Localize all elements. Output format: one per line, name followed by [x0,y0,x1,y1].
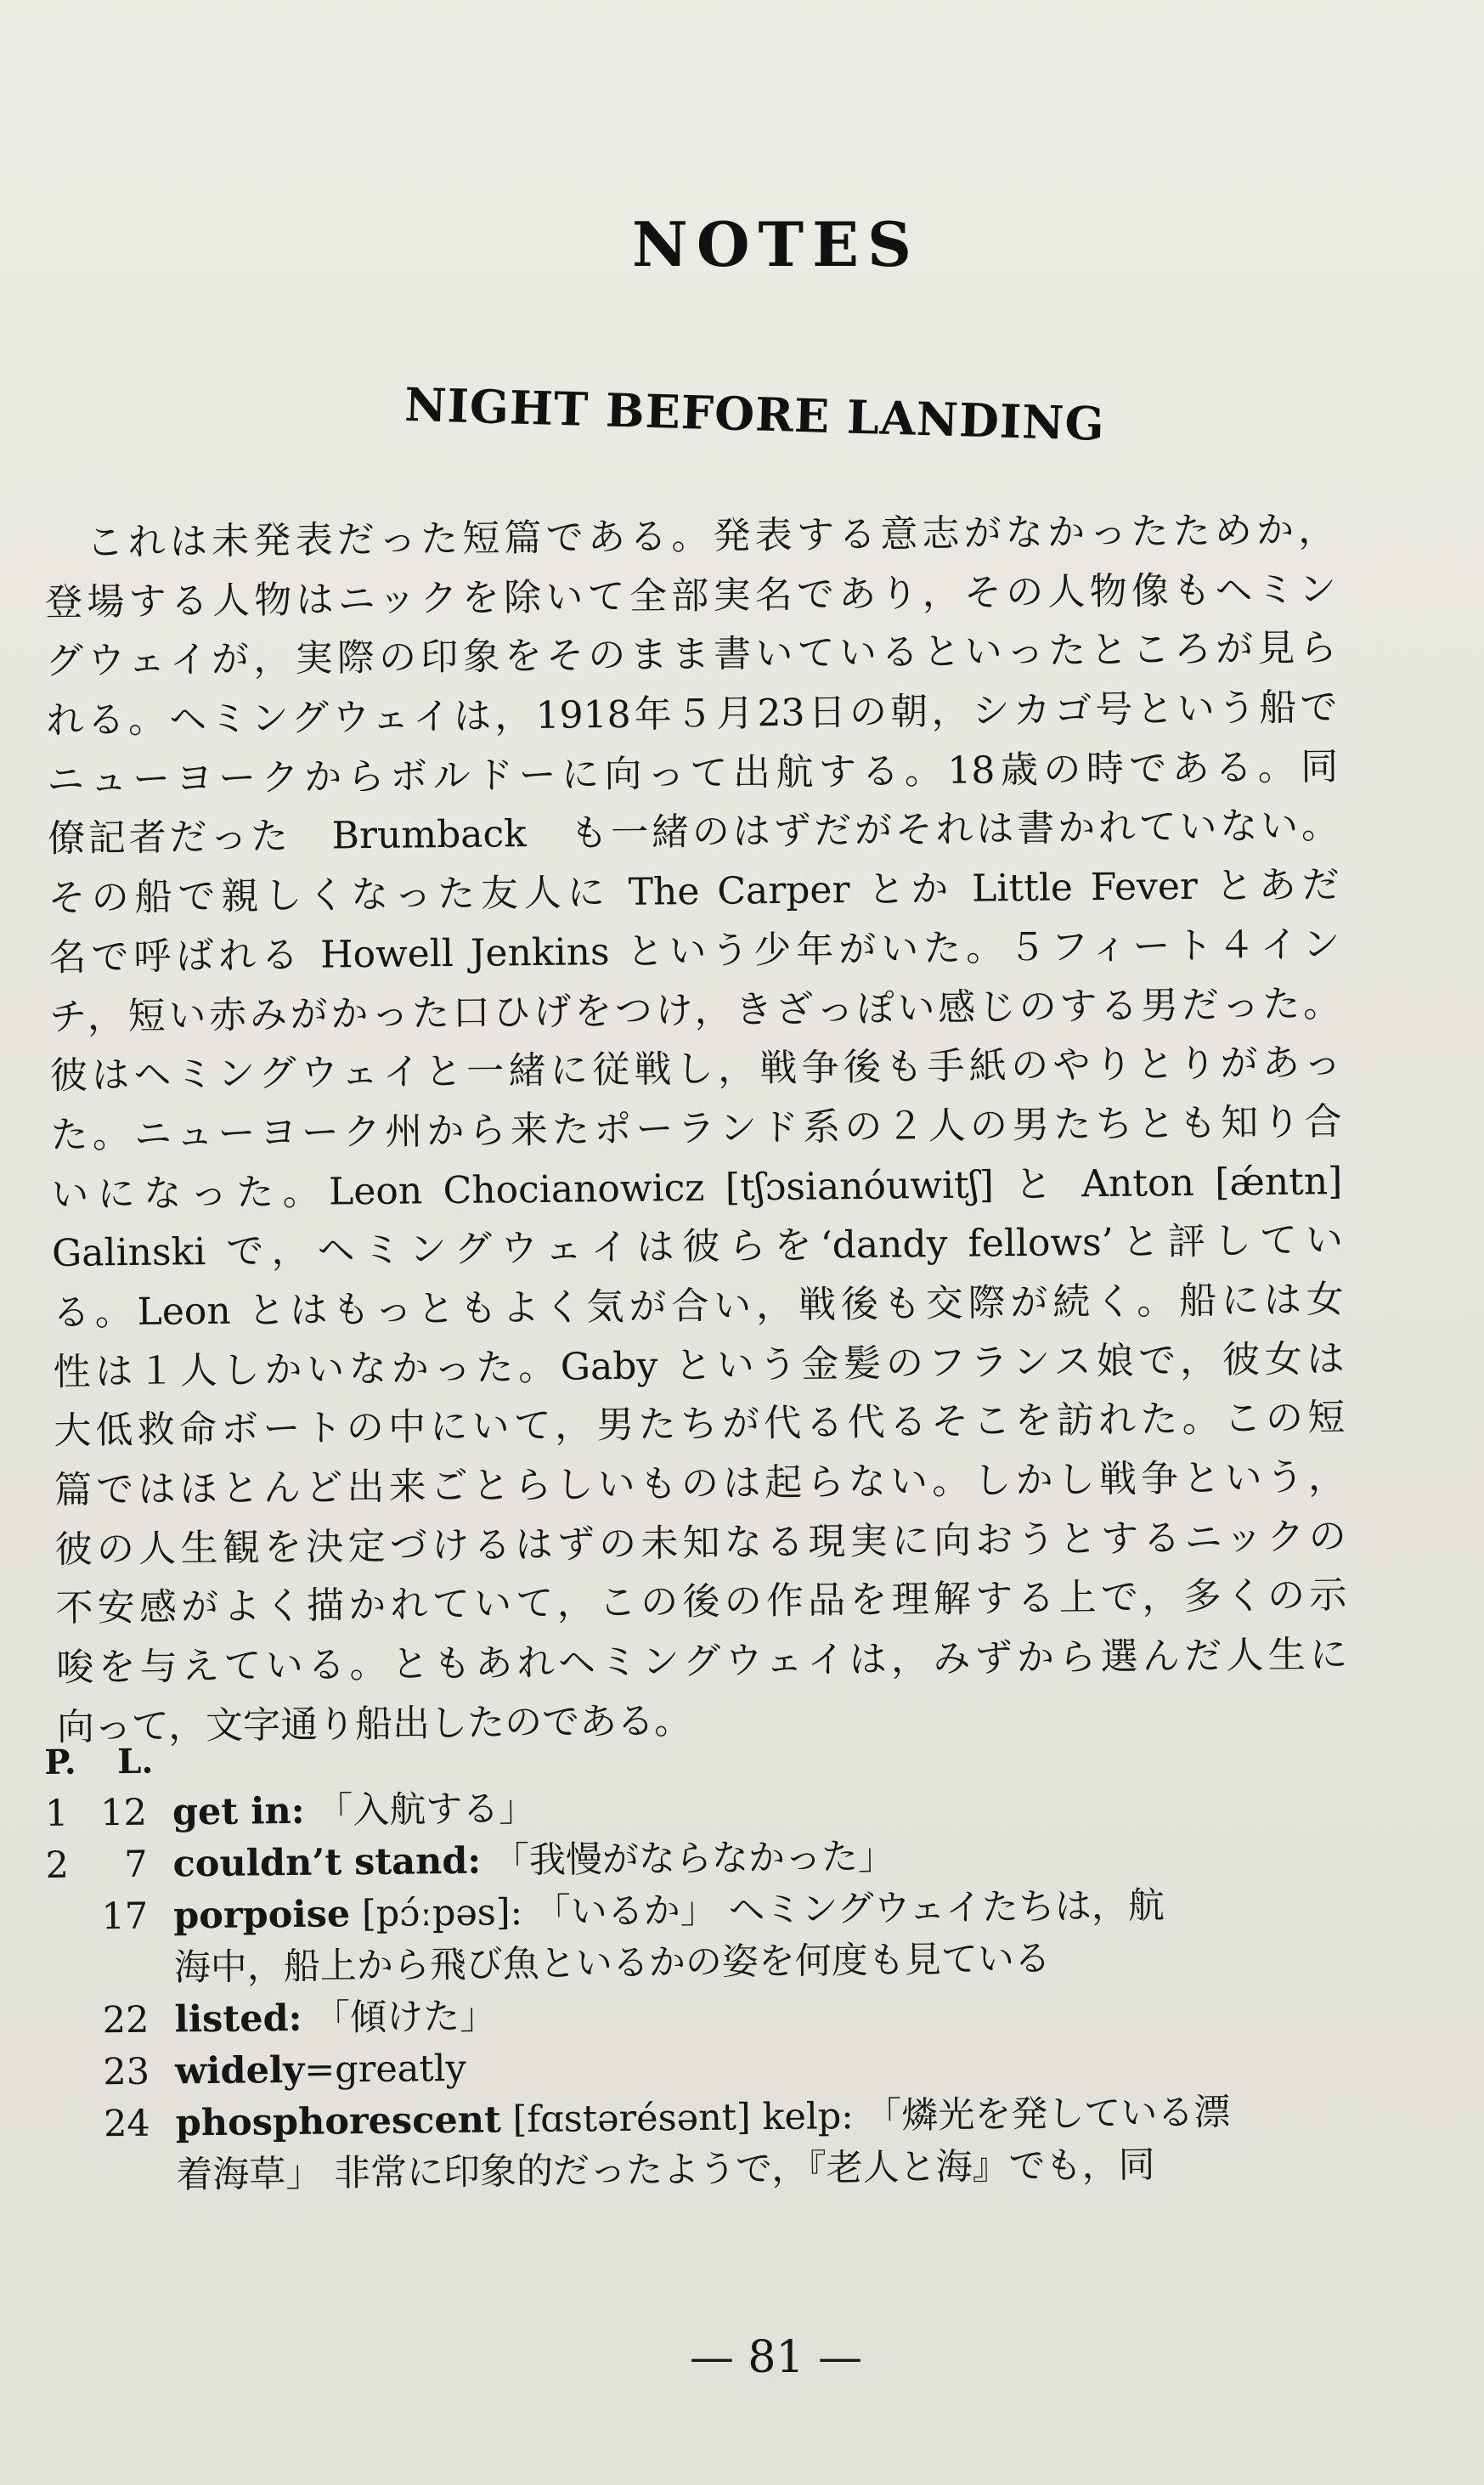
page-column-label: P. [44,1742,76,1782]
body-line: 不安感がよく描かれていて，この後の作品を理解する上で，多くの示 [55,1573,1347,1631]
note-page: 1 [44,1792,69,1835]
body-line: 名で呼ばれる Howell Jenkins という少年がいた。５フィート４イン [48,922,1340,980]
line-column-label: L. [116,1741,154,1782]
note-page: 2 [45,1844,70,1887]
note-term: widely [174,2048,305,2093]
body-line: 登場する人物はニックを除いて全部実名であり，その人物像もヘミン [44,567,1337,624]
note-term: listed: [174,1996,302,2042]
body-line: る。Leon とはもっともよく気が合い，戦後も交際が続く。船には女 [52,1277,1345,1335]
body-line: グウェイが，実際の印象をそのまま書いているといったところが見ら [45,626,1338,684]
note-line: 24 [103,2102,151,2146]
note-line: 22 [102,1998,150,2042]
note-gloss: 「我慢がならなかった」 [492,1835,895,1883]
body-line: いになった。Leon Chocianowicz [tʃɔsianóuwitʃ] と Anton [ǽntn] [51,1159,1343,1217]
note-term: porpoise [172,1893,351,1938]
note-gloss-continued: 海中，船上から飛び魚といるかの姿を何度も見ている [173,1937,1052,1990]
body-line: 大低救命ボートの中にいて，男たちが代る代るそこを訪れた。この短 [54,1396,1346,1454]
body-line: 唆を与えている。ともあれヘミングウェイは，みずから選んだ人生に [55,1633,1348,1690]
body-line: チ，短い赤みがかった口ひげをつけ，きざっぽい感じのする男だった。 [48,981,1341,1039]
body-line: 篇ではほとんど出来ごとらしいものは起らない。しかし戦争という， [54,1455,1346,1512]
note-page [48,2098,91,2151]
note-gloss: =greatly [303,2047,467,2092]
note-line: 17 [101,1895,149,1939]
body-line: 彼はヘミングウェイと一緒に従戦し，戦争後も手紙のやりとりがあっ [49,1041,1342,1098]
body-line: た。ニューヨーク州から来たポーランド系の２人の男たちとも知り合 [50,1099,1342,1157]
vocabulary-notes [44,1724,1340,2203]
body-line: ニューヨークからボルドーに向って出航する。18歳の時である。同 [47,744,1339,802]
note-gloss: 「入航する」 [316,1787,536,1833]
note-page [46,1891,89,1944]
body-line: 彼の人生観を決定づけるはずの未知なる現実に向おうとするニックの [54,1514,1346,1572]
body-line: 性は１人しかいなかった。Gaby という金髪のフランス娘で，彼女は [53,1336,1345,1394]
note-term: phosphorescent [175,2098,502,2145]
page-number: — 81 — [689,2332,863,2383]
note-line: 7 [123,1843,148,1887]
body-line: 向って，文字通り船出したのである。 [56,1698,692,1749]
note-line: 23 [103,2050,150,2094]
page-title: NOTES [632,208,920,280]
note-page [47,1995,90,2047]
section-title: NIGHT BEFORE LANDING [403,376,1106,451]
body-line: これは未発表だった短篇である。発表する意志がなかったためか， [44,508,1336,565]
note-term: get in: [172,1789,305,1834]
note-page [48,2047,91,2099]
note-gloss: [pɔ́ːpəs]: 「いるか」 ヘミングウェイたちは，航 [361,1884,1165,1936]
note-line: 12 [99,1791,148,1835]
body-line: 僚記者だった Brumback も一緒のはずだがそれは書かれていない。 [47,804,1340,861]
note-term: couldn’t stand: [172,1839,482,1886]
note-gloss: 「傾けた」 [313,1995,497,2040]
note-gloss-continued: 着海草」 非常に印象的だったようで，『老人と海』でも，同 [176,2143,1155,2197]
body-line: れる。ヘミングウェイは，1918年５月23日の朝，シカゴ号という船で [46,686,1338,743]
note-gloss: [fɑstərésənt] kelp: 「燐光を発している漂 [512,2091,1231,2142]
body-line: Galinski で，ヘミングウェイは彼らを‘dandy fellows’と評してい [51,1218,1344,1276]
body-line: その船で親しくなった友人に The Carper とか Little Fever とあだ [48,863,1340,921]
body-paragraph [44,500,1348,1757]
